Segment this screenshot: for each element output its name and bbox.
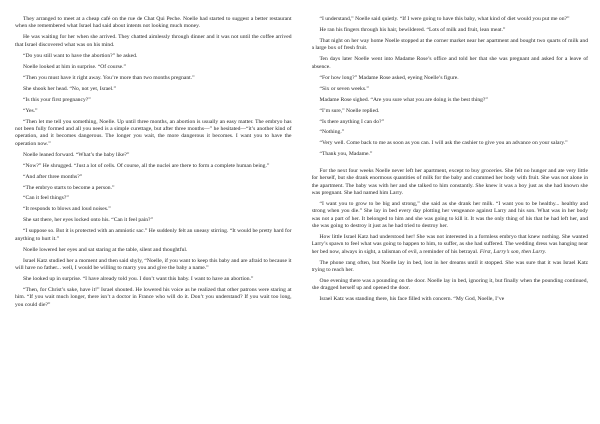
left-column (15, 16, 292, 424)
paragraph: He ran his fingers through his hair, bewildered. “Lots of milk and fruit, lean meat.” (319, 26, 506, 33)
paragraph: “Six or seven weeks.” (319, 85, 369, 92)
italic-phrase: First, Larry’s son, then Larry. (479, 248, 547, 255)
paragraph: The phone rang often, but Noelle lay in bed, lost in her dreams until it stopped. She was sure that it was Israel Katz trying to reach her. (311, 259, 588, 274)
paragraph: “I want you to grow to be big and strong,” she said as she drank her milk. “I want you to be healthy... healthy and strong when you die.” She lay in bed every day plotting her vengeance against Larry and his son. What was in her body was not a part of her. It belonged to him and she was going to kill it. It was the only thing of his that he had left her, and she was going to destroy it just as he had tried to destroy her. (311, 200, 588, 229)
paragraph: She sat there, her eyes locked onto his. “Can it feel pain?” (23, 217, 154, 224)
paragraph: He was waiting for her when she arrived. They chatted aimlessly through dinner and it was not until the coffee arrived that Israel discovered what was on his mind. (15, 34, 292, 48)
paragraph-text: How little Israel Katz had understood her! She was not interested in a formless embryo that knew nothing. She wanted Larry’s spawn to feel what was going to happen to him, to suffer, as she had suffered. The wedding dress was hanging near her bed now, always in sight, a talisman of evil, a reminder of his betrayal. (311, 233, 588, 255)
paragraph: “Thank you, Madame.” (319, 151, 373, 158)
paragraph: “Do you still want to have the abortion?” he asked. (23, 52, 138, 59)
paragraph: Madame Rose sighed. “Are you sure what you are doing is the best thing?” (319, 96, 488, 103)
paragraph: Noelle looked at him in surprise. “Of course.” (23, 63, 126, 70)
paragraph: “It responds to blows and loud noises.” (23, 206, 111, 213)
paragraph: She looked up in surprise. “I have already told you. I don’t want this baby. I want to have an abortion.” (23, 276, 254, 283)
paragraph: They arranged to meet at a cheap café on the rue de Chat Qui Peche. Noelle had started to suggest a better restaurant when she remembered what Israel had said about intents not looking much money. (15, 16, 292, 30)
paragraph: “Yes.” (23, 107, 38, 114)
paragraph: Israel Katz was standing there, his face filled with concern. “My God, Noelle, I’ve (319, 296, 505, 303)
paragraph: “I’m sure,” Noelle replied. (319, 107, 380, 114)
paragraph: “Very well. Come back to me as soon as you can. I will ask the cashier to give you an advance on your salary.” (319, 140, 568, 147)
paragraph: “Is this your first pregnancy?” (23, 96, 91, 103)
paragraph: Ten days later Noelle went into Madame Rose’s office and told her that she was pregnant and asked for a leave of absence. (311, 56, 588, 70)
paragraph: For the next four weeks Noelle never left her apartment, except to buy groceries. She felt no hunger and ate very little for herself, but she drank enormous quantities of milk for the baby and crammed her body with fruit. She was not alone in the apartment. The baby was with her and she talked to him constantly. She knew it was a boy just as she had known she was pregnant. She had named him Larry. (311, 167, 588, 196)
paragraph: Israel Katz studied her a moment and then said shyly, “Noelle, if you want to keep this baby and are afraid to because it will have no father... well, I would be willing to marry you and give the baby a name.” (15, 257, 292, 272)
paragraph: “For how long?” Madame Rose asked, eyeing Noelle’s figure. (319, 74, 459, 81)
paragraph: “Then, for Christ’s sake, have it!” Israel shouted. He lowered his voice as he realized that other patrons were staring at him. “If you wait much longer, there isn’t a doctor in France who will do it. Don’t you understand? If you wait too long, you could die?” (15, 287, 292, 308)
paragraph: “Nothing.” (319, 129, 345, 136)
paragraph: “The embryo starts to become a person.” (23, 184, 115, 191)
paragraph: “I understand,” Noelle said quietly. “If I were going to have this baby, what kind of diet would you put me on?” (319, 16, 570, 22)
paragraph: Noelle leaned forward. “What’s the baby like?” (23, 151, 130, 158)
paragraph: “And after three months?” (23, 173, 83, 180)
paragraph: Noelle lowered her eyes and sat staring at the table, silent and thoughtful. (23, 246, 188, 253)
paragraph: “I suppose so. But it is protected with an amniotic sac.” He suddenly felt an uneasy stirring. “It would be pretty hard for anything to hurt it.” (15, 228, 292, 242)
paragraph: “Now?” He shrugged. “Just a lot of cells. Of course, all the nuclei are there to form a complete human being.” (23, 162, 270, 169)
right-column (312, 16, 589, 424)
paragraph: “Can it feel things?” (23, 195, 69, 202)
paragraph: “Is there anything I can do?” (319, 118, 384, 125)
paragraph: “Then you must have it right away. You’re more than two months pregnant.” (23, 74, 195, 81)
paragraph: One evening there was a pounding on the door. Noelle lay in bed, ignoring it, but finally when the pounding continued, she dragged herself up and opened the door. (311, 278, 588, 292)
paragraph (312, 234, 589, 256)
paragraph: “Then let me tell you something, Noelle. Up until three months, an abortion is usually an easy matter. The embryo has not been fully formed and all you need is a simple curettage, but after three months—” he hesitated—“it’s another kind of operation, and it becomes dangerous. The longer you wait, the more dangerous it becomes. I want you to have the operation now.” (15, 118, 292, 147)
paragraph: She shook her head. “No, not yet, Israel.” (23, 85, 117, 92)
paragraph: That night on her way home Noelle stopped at the corner market near her apartment and bought two quarts of milk and a large box of fresh fruit. (311, 37, 588, 52)
